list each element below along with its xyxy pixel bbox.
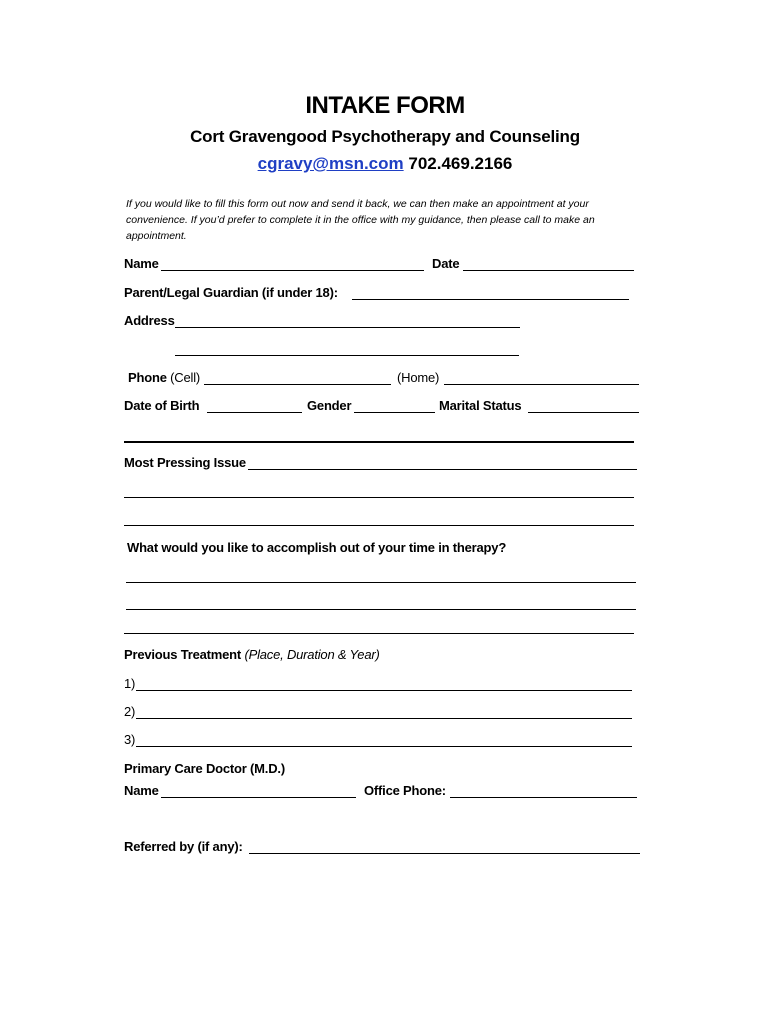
marital-status-field[interactable] xyxy=(528,412,639,413)
primary-care-heading: Primary Care Doctor (M.D.) xyxy=(124,761,285,776)
address-label: Address xyxy=(124,313,175,328)
address-field-line-1[interactable] xyxy=(175,327,520,328)
referred-by-label: Referred by (if any): xyxy=(124,839,243,854)
accomplish-line-3[interactable] xyxy=(124,633,634,634)
previous-treatment-hint: (Place, Duration & Year) xyxy=(244,647,380,662)
gender-label: Gender xyxy=(307,398,352,413)
phone-label: Phone xyxy=(128,370,167,385)
accomplish-question: What would you like to accomplish out of your time in therapy? xyxy=(127,540,507,555)
accomplish-line-1[interactable] xyxy=(126,582,636,583)
guardian-label: Parent/Legal Guardian (if under 18): xyxy=(124,285,338,300)
intro-text: If you would like to fill this form out now and send it back, we can then make an appointment at your convenience. If you’d prefer to complete it in the office with my guidance, then please call to make an appointment. xyxy=(126,198,595,242)
doctor-name-label: Name xyxy=(124,783,159,798)
name-label: Name xyxy=(124,256,159,271)
name-field[interactable] xyxy=(161,270,424,271)
referred-by-field[interactable] xyxy=(249,853,640,854)
phone-home-field[interactable] xyxy=(444,384,639,385)
treatment-item-1-label: 1) xyxy=(124,676,136,691)
gender-field[interactable] xyxy=(354,412,435,413)
phone-number: 702.469.2166 xyxy=(408,154,513,173)
marital-status-label: Marital Status xyxy=(439,398,522,413)
office-phone-field[interactable] xyxy=(450,797,637,798)
pressing-issue-line-2[interactable] xyxy=(124,497,634,498)
address-field-line-2[interactable] xyxy=(175,355,519,356)
practice-name: Cort Gravengood Psychotherapy and Counseling xyxy=(190,127,580,146)
date-label: Date xyxy=(432,256,460,271)
previous-treatment-label: Previous Treatment xyxy=(124,647,242,662)
dob-field[interactable] xyxy=(207,412,302,413)
treatment-item-2-field[interactable] xyxy=(136,718,632,719)
treatment-item-1-field[interactable] xyxy=(136,690,632,691)
treatment-item-3-field[interactable] xyxy=(136,746,632,747)
guardian-field[interactable] xyxy=(352,299,629,300)
phone-cell-field[interactable] xyxy=(204,384,391,385)
accomplish-line-2[interactable] xyxy=(126,609,636,610)
treatment-item-3-label: 3) xyxy=(124,732,136,747)
extra-line[interactable] xyxy=(124,441,634,443)
office-phone-label: Office Phone: xyxy=(364,783,446,798)
form-title: INTAKE FORM xyxy=(305,92,465,119)
previous-treatment-heading xyxy=(124,647,380,662)
phone-cell-label: (Cell) xyxy=(170,370,201,385)
date-field[interactable] xyxy=(463,270,634,271)
pressing-issue-field[interactable] xyxy=(248,469,637,470)
phone-home-label: (Home) xyxy=(397,370,440,385)
dob-label: Date of Birth xyxy=(124,398,200,413)
email-link[interactable]: cgravy@msn.com xyxy=(257,154,404,173)
contact-line xyxy=(0,154,770,174)
pressing-issue-line-3[interactable] xyxy=(124,525,634,526)
doctor-name-field[interactable] xyxy=(161,797,356,798)
treatment-item-2-label: 2) xyxy=(124,704,136,719)
phone-label-group xyxy=(128,370,200,385)
pressing-issue-label: Most Pressing Issue xyxy=(124,455,246,470)
